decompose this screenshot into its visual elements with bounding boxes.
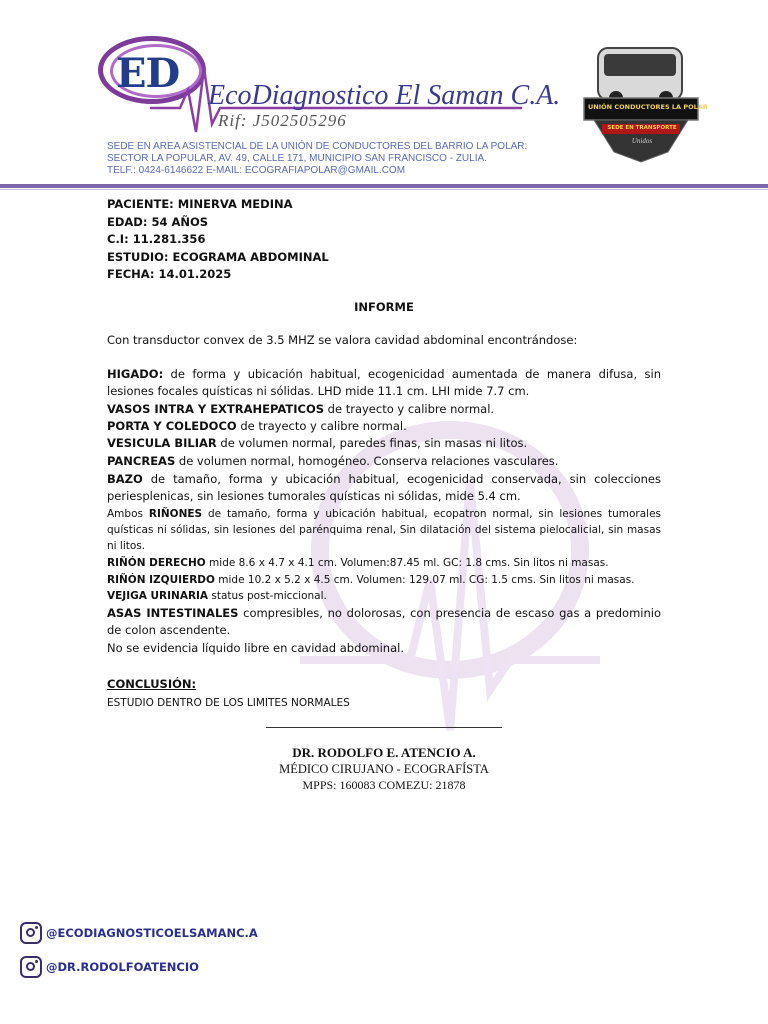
finding-pancreas xyxy=(107,453,661,470)
finding-text: de volumen normal, paredes finas, sin masas ni litos. xyxy=(216,436,528,450)
finding-label: BAZO xyxy=(107,472,143,486)
finding-text: de tamaño, forma y ubicación habitual, ecopatron normal, sin lesiones tumorales quísticas ni sólidas, sin lesiones del parénquima renal, Sin dilatación del sistema pielocalicial, sin masas ni litos. xyxy=(107,508,662,552)
header-divider xyxy=(0,184,768,188)
social-handle-doctor xyxy=(20,956,199,978)
patient-ci: C.I: 11.281.356 xyxy=(107,232,206,246)
finding-rinones xyxy=(107,506,661,554)
finding-text: de forma y ubicación habitual, ecogenicidad aumentada de manera difusa, sin lesiones focales quísticas ni sólidas. LHD mide 11.1 cm. LHI mide 7.7 cm. xyxy=(107,367,661,398)
finding-label: RIÑONES xyxy=(148,508,203,520)
finding-label: VASOS INTRA Y EXTRAHEPATICOS xyxy=(107,402,325,416)
finding-porta xyxy=(107,418,661,435)
finding-label: RIÑÓN IZQUIERDO xyxy=(107,574,215,586)
patient-info xyxy=(107,196,661,284)
address-line-2: SECTOR LA POPULAR, AV. 49, CALLE 171, MUNICIPIO SAN FRANCISCO - ZULIA. xyxy=(107,153,487,164)
finding-text: compresibles, no dolorosas, con presencia de escaso gas a predominio de colon ascendente. xyxy=(107,606,662,637)
finding-text: de trayecto y calibre normal. xyxy=(236,419,407,433)
report-intro: Con transductor convex de 3.5 MHZ se valora cavidad abdominal encontrándose: xyxy=(107,333,578,347)
conclusion-text: ESTUDIO DENTRO DE LOS LIMITES NORMALES xyxy=(107,697,350,709)
social-handle-text: @ECODIAGNOSTICOELSAMANC.A xyxy=(46,926,258,940)
instagram-icon xyxy=(20,956,42,978)
finding-liquido: No se evidencia líquido libre en cavidad abdominal. xyxy=(107,641,404,655)
finding-label: HIGADO: xyxy=(107,367,164,381)
finding-label: PORTA Y COLEDOCO xyxy=(107,419,237,433)
finding-vejiga xyxy=(107,588,661,604)
social-handle-company xyxy=(20,922,258,944)
social-handle-text: @DR.RODOLFOATENCIO xyxy=(46,960,199,974)
patient-date: FECHA: 14.01.2025 xyxy=(107,267,232,281)
signature-line xyxy=(266,727,502,728)
finding-label: PANCREAS xyxy=(107,454,176,468)
logo-letters: ED xyxy=(116,50,180,97)
finding-text: de tamaño, forma y ubicación habitual, ecogenicidad conservada, sin colecciones periesplenicas, sin lesiones tumorales quísticas ni sólidas, mide 5.4 cm. xyxy=(107,472,661,503)
finding-rinon-izquierdo xyxy=(107,572,661,588)
finding-higado xyxy=(107,366,661,400)
finding-prefix: Ambos xyxy=(107,508,149,520)
finding-text: de volumen normal, homogéneo. Conserva relaciones vasculares. xyxy=(175,454,559,468)
finding-rinon-derecho xyxy=(107,555,661,571)
finding-asas xyxy=(107,605,661,639)
conclusion-label: CONCLUSIÓN: xyxy=(107,677,197,691)
finding-vasos xyxy=(107,401,661,418)
address-line-1: SEDE EN AREA ASISTENCIAL DE LA UNIÓN DE CONDUCTORES DEL BARRIO LA POLAR: xyxy=(107,141,528,152)
doctor-name: DR. RODOLFO E. ATENCIO A. xyxy=(292,745,476,760)
emblem-title: UNIÓN CONDUCTORES LA POLAR xyxy=(588,103,708,111)
patient-age: EDAD: 54 AÑOS xyxy=(107,214,209,229)
emblem-subtitle: SEDE EN TRANSPORTE xyxy=(607,125,677,131)
finding-text: status post-miccional. xyxy=(208,590,327,602)
finding-label: ASAS INTESTINALES xyxy=(107,606,239,620)
instagram-icon xyxy=(20,922,42,944)
finding-text: de trayecto y calibre normal. xyxy=(324,402,495,416)
doctor-registry: MPPS: 160083 COMEZU: 21878 xyxy=(302,778,466,792)
address-line-3: TELF.: 0424-6146622 E-MAIL: ECOGRAFIAPOLAR@GMAIL.COM xyxy=(107,165,406,176)
finding-label: VESICULA BILIAR xyxy=(107,436,217,450)
finding-label: VEJIGA URINARIA xyxy=(107,590,209,602)
company-rif: Rif: J502505296 xyxy=(218,111,347,130)
finding-label: RIÑÓN DERECHO xyxy=(107,557,206,569)
patient-study: ESTUDIO: ECOGRAMA ABDOMINAL xyxy=(107,249,329,264)
report-title: INFORME xyxy=(354,300,414,314)
finding-text: mide 8.6 x 4.7 x 4.1 cm. Volumen:87.45 ml. GC: 1.8 cms. Sin litos ni masas. xyxy=(205,557,609,569)
header-divider-thin xyxy=(0,189,768,190)
finding-bazo xyxy=(107,471,661,505)
finding-vesicula xyxy=(107,435,661,452)
emblem-tagline: Unidos xyxy=(631,137,653,145)
patient-name: PACIENTE: MINERVA MEDINA xyxy=(107,197,293,211)
header-address xyxy=(107,141,527,177)
company-name: EcoDiagnostico El Saman C.A. xyxy=(208,80,561,111)
finding-text: mide 10.2 x 5.2 x 4.5 cm. Volumen: 129.07 ml. CG: 1.5 cms. Sin litos ni masas. xyxy=(214,574,635,586)
bus-emblem-logo xyxy=(582,40,708,164)
doctor-title: MÉDICO CIRUJANO - ECOGRAFÍSTA xyxy=(279,762,489,776)
